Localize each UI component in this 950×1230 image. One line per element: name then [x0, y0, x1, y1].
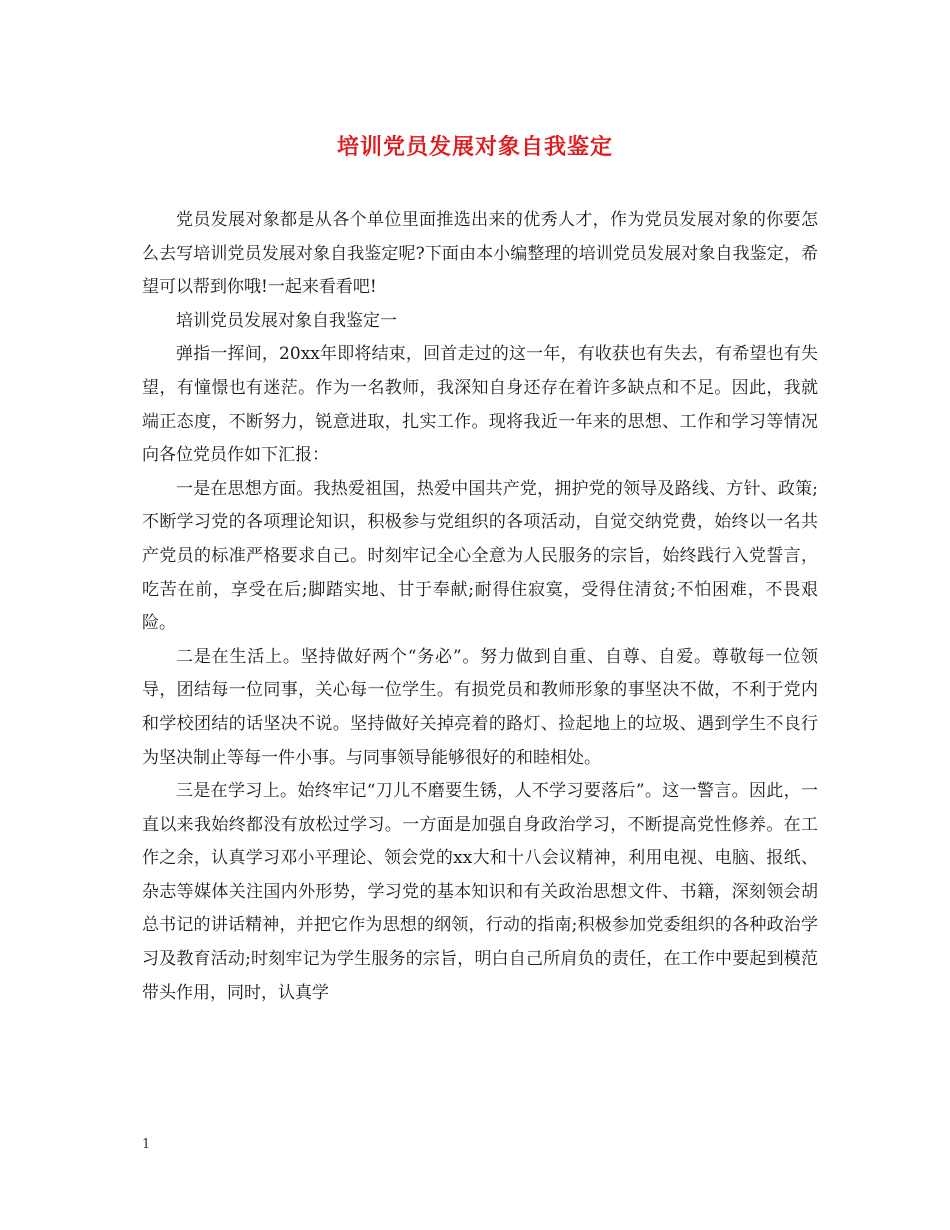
document-title: 培训党员发展对象自我鉴定	[336, 134, 613, 160]
document-body	[142, 204, 818, 1010]
body-paragraph: 弹指一挥间，20xx年即将结束，回首走过的这一年，有收获也有失去，有希望也有失望，有憧憬也有迷茫。作为一名教师，我深知自身还存在着许多缺点和不足。因此，我就端正态度，不断努力，锐意进取，扎实工作。现将我近一年来的思想、工作和学习等情况向各位党员作如下汇报：	[142, 344, 818, 466]
page-number: 1	[142, 1137, 151, 1152]
intro-paragraph: 党员发展对象都是从各个单位里面推选出来的优秀人才，作为党员发展对象的你要怎么去写培训党员发展对象自我鉴定呢?下面由本小编整理的培训党员发展对象自我鉴定，希望可以帮到你哦!一起来看看吧!	[142, 210, 818, 298]
body-paragraph: 一是在思想方面。我热爱祖国，热爱中国共产党，拥护党的领导及路线、方针、政策;不断学习党的各项理论知识，积极参与党组织的各项活动，自觉交纳党费，始终以一名共产党员的标准严格要求自己。时刻牢记全心全意为人民服务的宗旨，始终践行入党誓言，吃苦在前，享受在后;脚踏实地、甘于奉献;耐得住寂寞，受得住清贫;不怕困难，不畏艰险。	[142, 478, 818, 634]
section-heading: 培训党员发展对象自我鉴定一	[176, 310, 397, 331]
body-paragraph: 二是在生活上。坚持做好两个“务必”。努力做到自重、自尊、自爱。尊敬每一位领导，团结每一位同事，关心每一位学生。有损党员和教师形象的事坚决不做，不利于党内和学校团结的话坚决不说。坚持做好关掉亮着的路灯、捡起地上的垃圾、遇到学生不良行为坚决制止等每一件小事。与同事领导能够很好的和睦相处。	[142, 646, 818, 768]
body-paragraph: 三是在学习上。始终牢记“刀儿不磨要生锈，人不学习要落后”。这一警言。因此，一直以来我始终都没有放松过学习。一方面是加强自身政治学习，不断提高党性修养。在工作之余，认真学习邓小平理论、领会党的xx大和十八会议精神，利用电视、电脑、报纸、杂志等媒体关注国内外形势，学习党的基本知识和有关政治思想文件、书籍，深刻领会胡总书记的讲话精神，并把它作为思想的纲领，行动的指南;积极参加党委组织的各种政治学习及教育活动;时刻牢记为学生服务的宗旨，明白自己所肩负的责任，在工作中要起到模范带头作用，同时，认真学	[142, 781, 818, 1003]
